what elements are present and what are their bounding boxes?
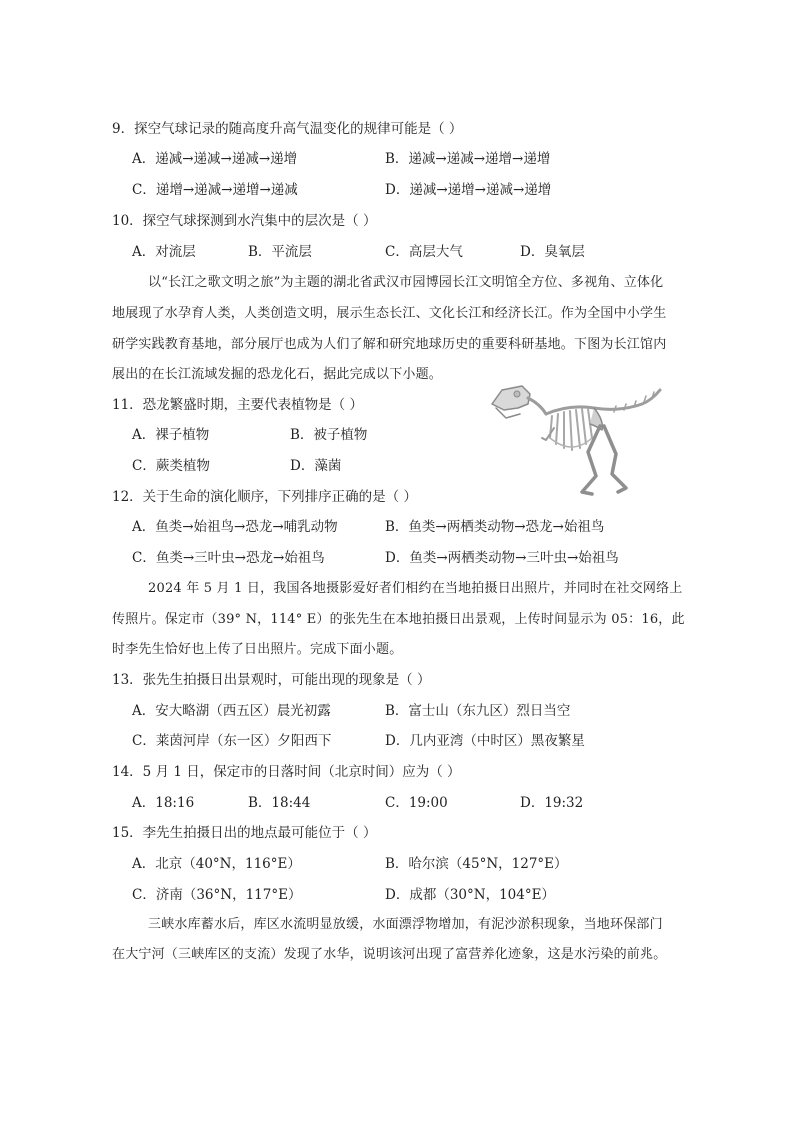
q15-option-b: B．哈尔滨（45°N，127°E） <box>385 856 568 872</box>
question-9-stem: 9．探空气球记录的随高度升高气温变化的规律可能是（ ） <box>112 121 463 137</box>
q12-option-a: A．鱼类→始祖鸟→恐龙→哺乳动物 <box>132 519 338 535</box>
q11-option-a: A．裸子植物 <box>132 427 210 443</box>
q10-option-d: D．臭氧层 <box>520 244 585 260</box>
question-11-stem: 11．恐龙繁盛时期，主要代表植物是（ ） <box>112 397 363 413</box>
q9-option-c: C．递增→递减→递增→递减 <box>132 182 298 198</box>
q13-option-b: B．富士山（东九区）烈日当空 <box>385 703 571 719</box>
q12-option-d: D．鱼类→两栖类动物→三叶虫→始祖鸟 <box>385 550 619 566</box>
passage3-line-2: 在大宁河（三峡库区的支流）发现了水华，说明该河出现了富营养化迹象，这是水污染的前兆。 <box>112 947 667 962</box>
q15-option-a: A．北京（40°N，116°E） <box>132 856 301 872</box>
question-15-stem: 15．李先生拍摄日出的地点最可能位于（ ） <box>112 825 377 841</box>
question-12-stem: 12．关于生命的演化顺序，下列排序正确的是（ ） <box>112 489 417 505</box>
q13-option-a: A．安大略湖（西五区）晨光初露 <box>132 703 331 719</box>
q9-option-d: D．递减→递增→递减→递增 <box>385 182 552 198</box>
q14-option-b: B．18:44 <box>248 795 311 811</box>
passage2-line-1: 2024 年 5 月 1 日，我国各地摄影爱好者们相约在当地拍摄日出照片，并同时在社交网络上 <box>148 581 683 596</box>
q9-option-a: A．递减→递减→递减→递增 <box>132 151 298 167</box>
passage1-line-4: 展出的在长江流域发掘的恐龙化石，据此完成以下小题。 <box>112 367 443 382</box>
passage3-line-1: 三峡水库蓄水后，库区水流明显放缓，水面漂浮物增加，有泥沙淤积现象，当地环保部门 <box>148 917 663 932</box>
q10-option-a: A．对流层 <box>132 244 196 260</box>
dinosaur-skeleton-image <box>484 368 664 500</box>
q13-option-d: D．几内亚湾（中时区）黑夜繁星 <box>385 733 585 749</box>
passage2-line-2: 传照片。保定市（39° N，114° E）的张先生在本地拍摄日出景观，上传时间显示为 05：16，此 <box>112 612 685 627</box>
q9-option-b: B．递减→递减→递增→递增 <box>385 151 551 167</box>
passage2-line-3: 时李先生恰好也上传了日出照片。完成下面小题。 <box>112 642 403 657</box>
passage1-line-2: 地展现了水孕育人类，人类创造文明，展示生态长江、文化长江和经济长江。作为全国中小学生 <box>112 306 667 321</box>
q14-option-a: A．18:16 <box>132 795 195 811</box>
question-10-stem: 10．探空气球探测到水汽集中的层次是（ ） <box>112 213 377 229</box>
question-13-stem: 13．张先生拍摄日出景观时，可能出现的现象是（ ） <box>112 672 431 688</box>
passage1-line-1: 以“长江之歌文明之旅”为主题的湖北省武汉市园博园长江文明馆全方位、多视角、立体化 <box>148 275 664 290</box>
q15-option-d: D．成都（30°N，104°E） <box>385 887 555 903</box>
q12-option-c: C．鱼类→三叶虫→恐龙→始祖鸟 <box>132 550 325 566</box>
passage1-line-3: 研学实践教育基地，部分展厅也成为人们了解和研究地球历史的重要科研基地。下图为长江馆内 <box>112 337 667 352</box>
q11-option-b: B．被子植物 <box>290 427 368 443</box>
q10-option-c: C．高层大气 <box>385 244 463 260</box>
q15-option-c: C．济南（36°N，117°E） <box>132 887 302 903</box>
question-14-stem: 14．5 月 1 日，保定市的日落时间（北京时间）应为（ ） <box>112 764 461 780</box>
q11-option-d: D．藻菌 <box>290 458 342 474</box>
q14-option-d: D．19:32 <box>520 795 584 811</box>
q11-option-c: C．蕨类植物 <box>132 458 210 474</box>
q10-option-b: B．平流层 <box>248 244 312 260</box>
q13-option-c: C．莱茵河岸（东一区）夕阳西下 <box>132 733 332 749</box>
q12-option-b: B．鱼类→两栖类动物→恐龙→始祖鸟 <box>385 519 605 535</box>
q14-option-c: C．19:00 <box>385 795 448 811</box>
